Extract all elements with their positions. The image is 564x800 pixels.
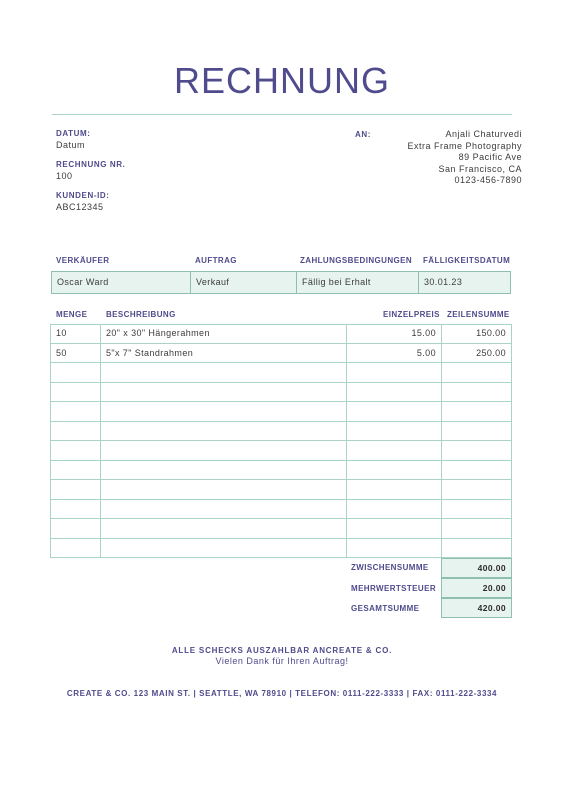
items-column-divider <box>346 324 347 558</box>
seller-row <box>51 271 511 294</box>
seller-header-salesperson: VERKÄUFER <box>56 256 110 265</box>
total-label: GESAMTSUMME <box>351 604 420 613</box>
checks-payable-note: ALLE SCHECKS AUSZAHLBAR ANCREATE & CO. <box>171 646 393 655</box>
invoice-number-value: 100 <box>56 171 73 181</box>
customer-id-block <box>56 191 110 212</box>
total-value: 420.00 <box>441 598 512 618</box>
item-description: 20" x 30" Hängerahmen <box>106 328 210 338</box>
items-table <box>50 324 512 558</box>
items-header-description: BESCHREIBUNG <box>106 310 176 319</box>
table-row <box>50 344 512 364</box>
company-contact-line: CREATE & CO. 123 MAIN ST. | SEATTLE, WA 78910 | TELEFON: 0111-222-3333 | FAX: 0111-222-3334 <box>66 689 498 698</box>
invoice-number-block <box>56 160 125 181</box>
items-header-quantity: MENGE <box>56 310 88 319</box>
items-column-divider <box>441 324 442 558</box>
table-row <box>50 480 512 500</box>
table-row <box>50 519 512 539</box>
item-unit-price: 15.00 <box>411 328 436 338</box>
date-value: Datum <box>56 140 86 150</box>
customer-id-label: KUNDEN-ID: <box>56 191 110 200</box>
recipient-phone: 0123-456-7890 <box>454 175 522 186</box>
seller-payment-terms: Fällig bei Erhalt <box>302 277 371 287</box>
seller-header-payment-terms: ZAHLUNGSBEDINGUNGEN <box>300 256 413 265</box>
invoice-number-label: RECHNUNG NR. <box>56 160 126 169</box>
seller-salesperson: Oscar Ward <box>57 277 109 287</box>
tax-label: MEHRWERTSTEUER <box>351 584 437 593</box>
date-block <box>56 129 91 150</box>
item-line-total: 150.00 <box>476 328 506 338</box>
recipient-address <box>407 129 522 187</box>
items-header-line-total: ZEILENSUMME <box>447 310 510 319</box>
seller-due-date: 30.01.23 <box>424 277 463 287</box>
title-divider <box>52 114 512 115</box>
item-line-total: 250.00 <box>476 347 506 358</box>
table-row <box>50 422 512 442</box>
subtotal-label: ZWISCHENSUMME <box>351 563 429 572</box>
thank-you-note: Vielen Dank für Ihren Auftrag! <box>215 656 349 666</box>
table-row <box>50 402 512 422</box>
seller-header-due-date: FÄLLIGKEITSDATUM <box>423 256 511 265</box>
recipient-city: San Francisco, CA <box>438 163 522 174</box>
item-unit-price: 5.00 <box>416 347 436 358</box>
subtotal-value: 400.00 <box>441 558 512 578</box>
table-row <box>50 500 512 520</box>
item-quantity: 10 <box>56 328 67 338</box>
customer-id-value: ABC12345 <box>56 202 104 212</box>
table-row <box>50 363 512 383</box>
tax-value: 20.00 <box>441 578 512 598</box>
items-column-divider <box>100 324 101 558</box>
invoice-title: RECHNUNG <box>173 60 390 101</box>
item-quantity: 50 <box>56 347 67 358</box>
items-header-unit-price: EINZELPREIS <box>383 310 440 319</box>
seller-order: Verkauf <box>196 277 230 287</box>
table-row <box>50 539 512 559</box>
table-row <box>50 383 512 403</box>
date-label: DATUM: <box>56 129 91 138</box>
recipient-name: Anjali Chaturvedi <box>445 129 522 139</box>
seller-header-order: AUFTRAG <box>195 256 237 265</box>
recipient-street: 89 Pacific Ave <box>458 152 522 163</box>
recipient-company: Extra Frame Photography <box>407 140 522 151</box>
recipient-label: AN: <box>355 130 372 139</box>
table-row <box>50 441 512 461</box>
item-description: 5"x 7" Standrahmen <box>106 347 194 358</box>
table-row <box>50 324 512 344</box>
table-row <box>50 461 512 481</box>
